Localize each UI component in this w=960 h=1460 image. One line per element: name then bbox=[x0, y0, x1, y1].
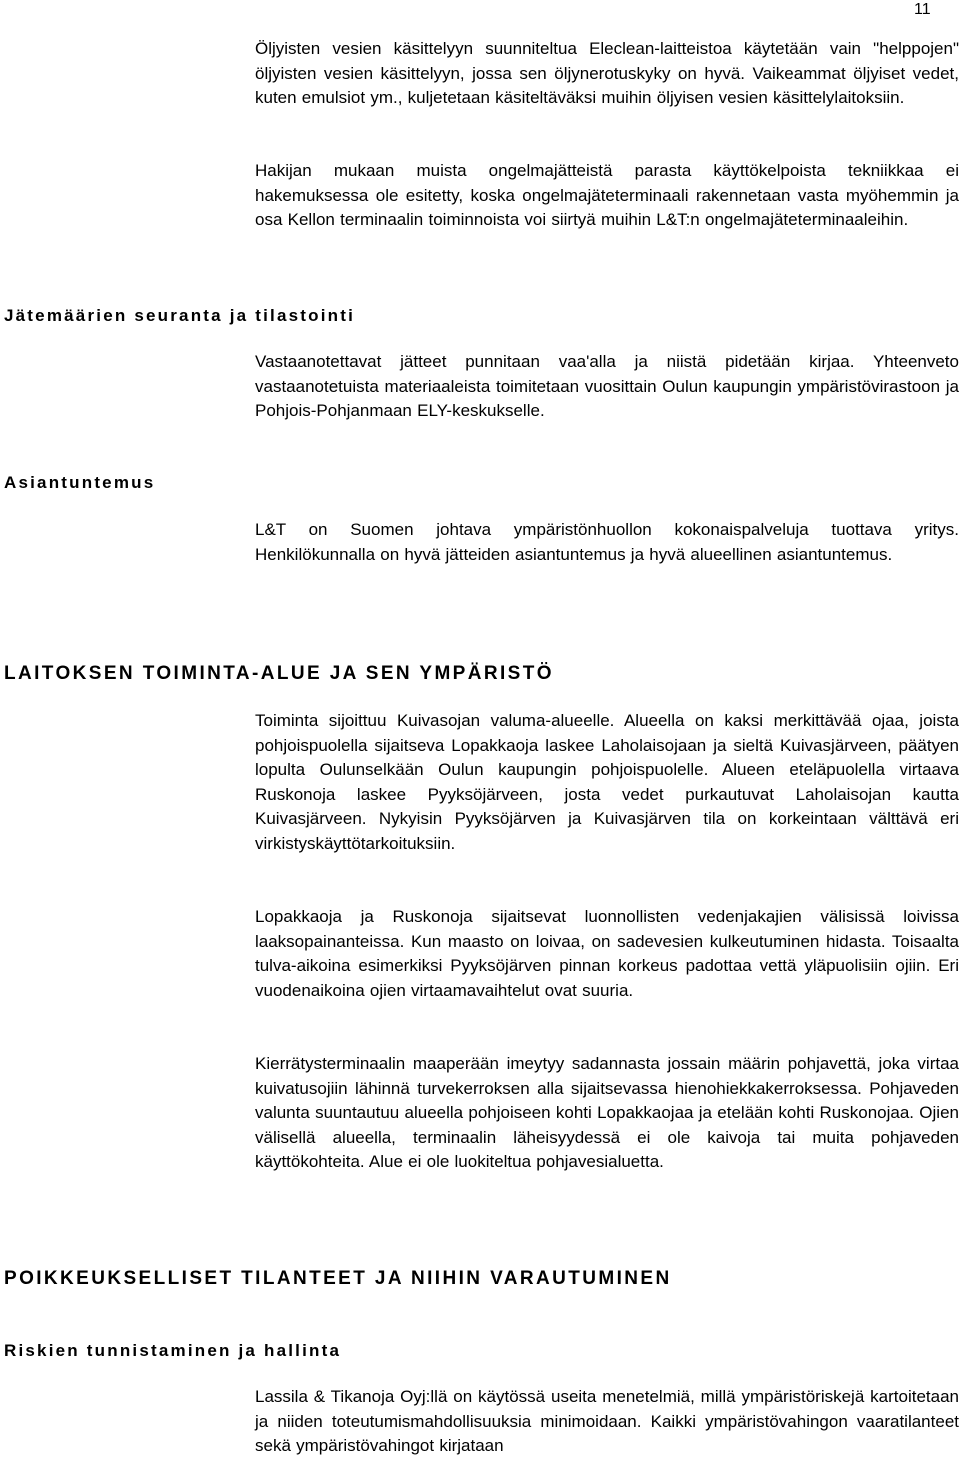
paragraph-oily-water-treatment: Öljyisten vesien käsittelyyn suunniteltua Eleclean-laitteistoa käytetään vain "helppojen" öljyisten vesien käsittelyyn, jossa sen öljynerotuskyky on hyvä. Vaikeammat öljyiset vedet, kuten emulsiot ym., kuljetetaan käsiteltäväksi muihin öljyisen vesien käsittelylaitoksiin. bbox=[255, 39, 959, 107]
page-number: 11 bbox=[914, 1, 931, 18]
paragraph-risk-methods: Lassila & Tikanoja Oyj:llä on käytössä useita menetelmiä, millä ympäristöriskejä kartoitetaan ja niiden toteutumismahdollisuuksia minimoidaan. Kaikki ympäristövahingon vaaratilanteet sekä ympäristövahingot kirjataan bbox=[255, 1387, 959, 1455]
paragraph-groundwater: Kierrätysterminaalin maaperään imeytyy sadannasta jossain määrin pohjavettä, joka virtaa kuivatusojiin lähinnä turvekerroksen alla sijaitsevassa hienohiekkakerroksessa. Pohjaveden valunta suuntautuu alueella pohjoiseen kohti Lopakkaojaa ja etelään kohti Ruskonojaa. Ojien välisellä alueella, terminaalin läheisyydessä ei ole kaivoja tai muita pohjaveden käyttökohteita. Alue ei ole luokiteltua pohjavesialuetta. bbox=[255, 1054, 959, 1171]
paragraph-drainage-area: Toiminta sijoittuu Kuivasojan valuma-alueelle. Alueella on kaksi merkittävää ojaa, joista pohjoispuolella sijaitseva Lopakkaoja laskee Laholaisojaan ja sieltä Kuivasjärveen, päätyen lopulta Oulunselkään Oulun kaupungin pohjoispuolelle. Alueen eteläpuolella virtaava Ruskonoja laskee Pyyksöjärveen, josta vedet purkautuvat Laholaisojan kautta Kuivasjärveen. Nykyisin Pyyksöjärven ja Kuivasjärven tila on korkeintaan välttävä eri virkistyskäyttötarkoituksiin. bbox=[255, 711, 959, 853]
paragraph-waste-weighing: Vastaanotettavat jätteet punnitaan vaa'alla ja niistä pidetään kirjaa. Yhteenveto vastaanotetuista materiaaleista toimitetaan vuosittain Oulun kaupungin ympäristövirastoon ja Pohjois-Pohjanmaan ELY-keskukselle. bbox=[255, 352, 959, 420]
heading-exceptional-situations: POIKKEUKSELLISET TILANTEET JA NIIHIN VARAUTUMINEN bbox=[4, 1268, 672, 1289]
heading-waste-monitoring: Jätemäärien seuranta ja tilastointi bbox=[4, 306, 355, 325]
heading-expertise: Asiantuntemus bbox=[4, 473, 156, 492]
paragraph-ditches: Lopakkaoja ja Ruskonoja sijaitsevat luonnollisten vedenjakajien välisissä loivissa laaksopainanteissa. Kun maasto on loivaa, on sadevesien kulkeutuminen hidasta. Toisaalta tulva-aikoina esimerkiksi Pyyksöjärven pinnan korkeus padottaa vettä yläpuolisiin ojiin. Eri vuodenaikoina ojien virtaamavaihtelut ovat suuria. bbox=[255, 907, 959, 1000]
paragraph-expertise: L&T on Suomen johtava ympäristönhuollon kokonaispalveluja tuottava yritys. Henkilökunnalla on hyvä jätteiden asiantuntemus ja hyvä alueellinen asiantuntemus. bbox=[255, 520, 959, 564]
heading-risk-management: Riskien tunnistaminen ja hallinta bbox=[4, 1341, 342, 1360]
heading-site-area: LAITOKSEN TOIMINTA-ALUE JA SEN YMPÄRISTÖ bbox=[4, 663, 554, 684]
paragraph-hazardous-waste-bat: Hakijan mukaan muista ongelmajätteistä parasta käyttökelpoista tekniikkaa ei hakemuksessa ole esitetty, koska ongelmajäteterminaali rakennetaan vasta myöhemmin ja osa Kellon terminaalin toiminnoista voi siirtyä muihin L&T:n ongelmajäteterminaaleihin. bbox=[255, 161, 959, 229]
